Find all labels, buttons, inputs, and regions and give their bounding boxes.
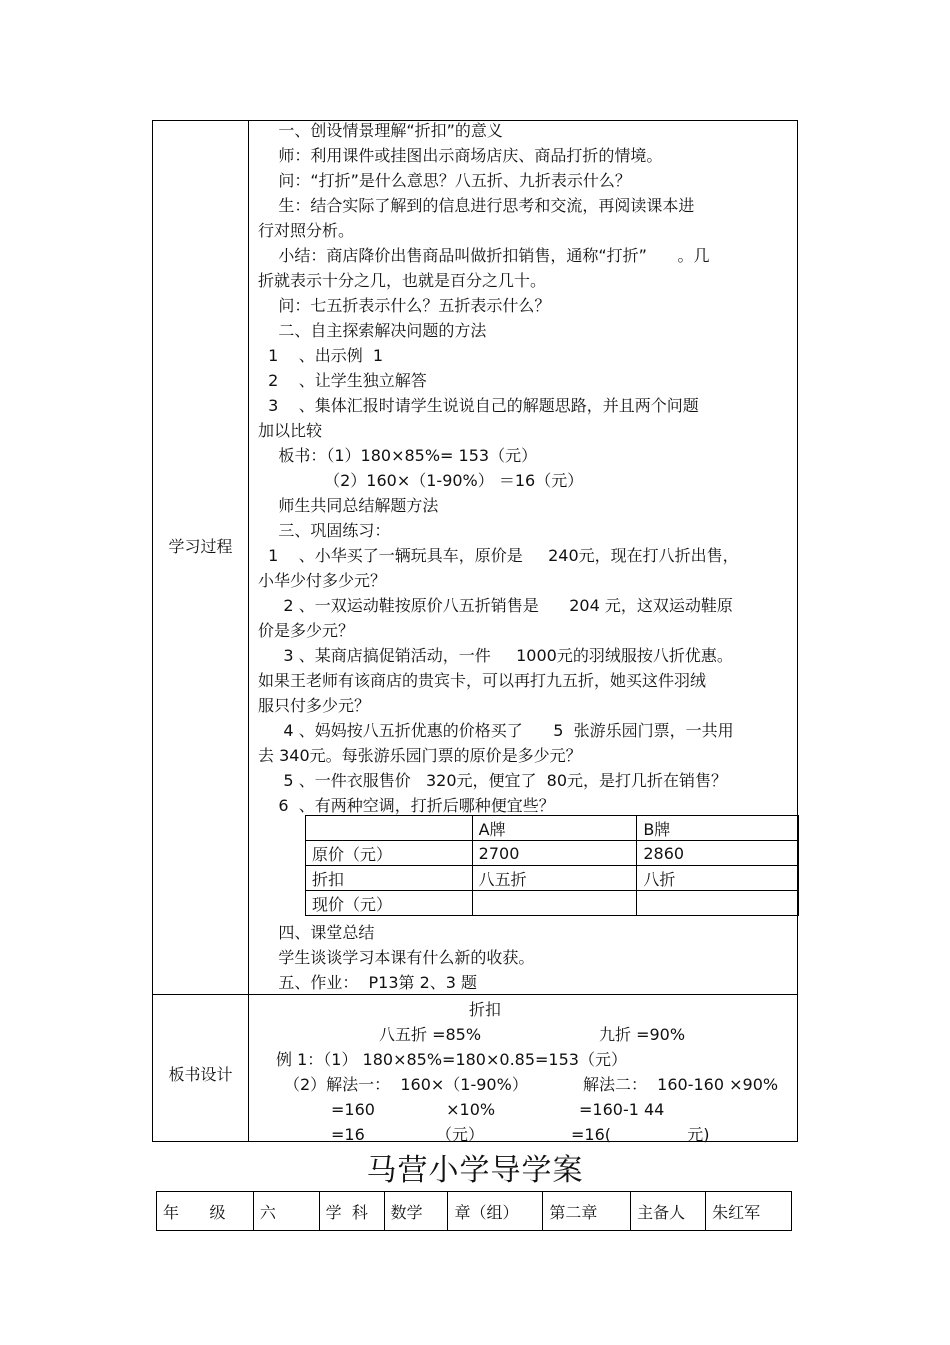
info-cell: 朱红军 — [706, 1192, 792, 1231]
table-cell: 八五折 — [472, 866, 637, 891]
process-line: 2 、让学生独立解答 — [258, 371, 427, 390]
board-eq-90: 九折 =90% — [599, 1025, 686, 1044]
table-cell: 折扣 — [306, 866, 473, 891]
table-row — [306, 891, 799, 916]
board-solution-1: （2）解法一： 160×（1-90%） — [284, 1075, 528, 1094]
info-table — [156, 1191, 792, 1231]
process-line: 3 、集体汇报时请学生说说自己的解题思路，并且两个问题 — [258, 396, 699, 415]
table-cell: A牌 — [472, 816, 637, 841]
info-cell: 主备人 — [631, 1192, 706, 1231]
board-step-1b: =160-1 44 — [579, 1100, 665, 1119]
process-line: 价是多少元？ — [258, 621, 355, 640]
info-cell: 章（组） — [448, 1192, 543, 1231]
table-cell — [637, 891, 799, 916]
info-cell: 第二章 — [543, 1192, 631, 1231]
process-line: 二、自主探索解决问题的方法 — [258, 321, 487, 340]
process-label: 学习过程 — [168, 537, 233, 556]
process-line: 师：利用课件或挂图出示商场店庆、商品打折的情境。 — [258, 146, 663, 165]
board-step-2a: =16 （元） — [331, 1125, 484, 1144]
process-line: 如果王老师有该商店的贵宾卡，可以再打九五折，她买这件羽绒 — [258, 671, 707, 690]
table-cell: 2860 — [637, 841, 799, 866]
table-row — [306, 841, 799, 866]
table-cell: 八折 — [637, 866, 799, 891]
table-cell: B牌 — [637, 816, 799, 841]
board-title: 折扣 — [469, 1000, 502, 1019]
process-line: 折就表示十分之几，也就是百分之几十。 — [258, 271, 547, 290]
info-cell: 数学 — [384, 1192, 448, 1231]
process-line: 一、创设情景理解“折扣”的意义 — [258, 121, 503, 140]
table-cell: 现价（元） — [306, 891, 473, 916]
process-line: 小结：商店降价出售商品叫做折扣销售，通称“打折” 。几 — [258, 246, 710, 265]
board-step-2b: =16( 元) — [571, 1125, 710, 1144]
info-cell: 六 — [253, 1192, 319, 1231]
process-content — [249, 121, 797, 994]
board-eq-85: 八五折 =85% — [379, 1025, 482, 1044]
process-line: 3 、某商店搞促销活动，一件 1000元的羽绒服按八折优惠。 — [258, 646, 733, 665]
info-row — [157, 1192, 792, 1231]
board-example-1: 例 1：（1） 180×85%=180×0.85=153（元） — [276, 1050, 627, 1069]
board-step-1a: =160 ×10% — [331, 1100, 496, 1119]
process-line: 服只付多少元？ — [258, 696, 371, 715]
process-line: 5 、一件衣服售价 320元，便宜了 80元，是打几折在销售？ — [258, 771, 728, 790]
process-line: 问：七五折表示什么？五折表示什么？ — [258, 296, 551, 315]
lesson-table — [152, 120, 798, 1142]
board-label: 板书设计 — [168, 1065, 233, 1084]
process-line: 三、巩固练习： — [258, 521, 391, 540]
aircon-compare-table — [305, 815, 799, 916]
process-line: 6 、有两种空调，打折后哪种便宜些？ — [258, 796, 555, 815]
process-line: 1 、出示例 1 — [258, 346, 384, 365]
info-cell: 学 科 — [319, 1192, 384, 1231]
process-line: 小华少付多少元？ — [258, 571, 387, 590]
process-line: 五、作业： P13第 2、3 题 — [258, 973, 478, 992]
table-row — [306, 866, 799, 891]
process-line: 板书：（1）180×85%= 153（元） — [258, 446, 538, 465]
process-line: 加以比较 — [258, 421, 323, 440]
process-line: 四、课堂总结 — [258, 923, 375, 942]
board-design-content — [249, 995, 797, 1144]
table-row — [306, 816, 799, 841]
table-cell — [472, 891, 637, 916]
table-cell: 原价（元） — [306, 841, 473, 866]
process-line: 师生共同总结解题方法 — [258, 496, 439, 515]
table-cell: 2700 — [472, 841, 637, 866]
document-title: 马营小学导学案 — [366, 1153, 584, 1188]
process-line: 4 、妈妈按八五折优惠的价格买了 5 张游乐园门票，一共用 — [258, 721, 734, 740]
board-solution-2: 解法二： 160-160 ×90% — [583, 1075, 779, 1094]
process-line: 生：结合实际了解到的信息进行思考和交流，再阅读课本进 — [258, 196, 695, 215]
process-line: （2）160×（1-90%） ＝16（元） — [258, 471, 584, 490]
process-line: 行对照分析。 — [258, 221, 355, 240]
process-line: 问：“打折”是什么意思？八五折、九折表示什么？ — [258, 171, 631, 190]
info-cell: 年 级 — [157, 1192, 254, 1231]
table-cell — [306, 816, 473, 841]
process-line: 2 、一双运动鞋按原价八五折销售是 204 元，这双运动鞋原 — [258, 596, 733, 615]
process-line: 1 、小华买了一辆玩具车，原价是 240元，现在打八折出售， — [258, 546, 739, 565]
process-line: 去 340元。每张游乐园门票的原价是多少元？ — [258, 746, 582, 765]
process-line: 学生谈谈学习本课有什么新的收获。 — [258, 948, 535, 967]
